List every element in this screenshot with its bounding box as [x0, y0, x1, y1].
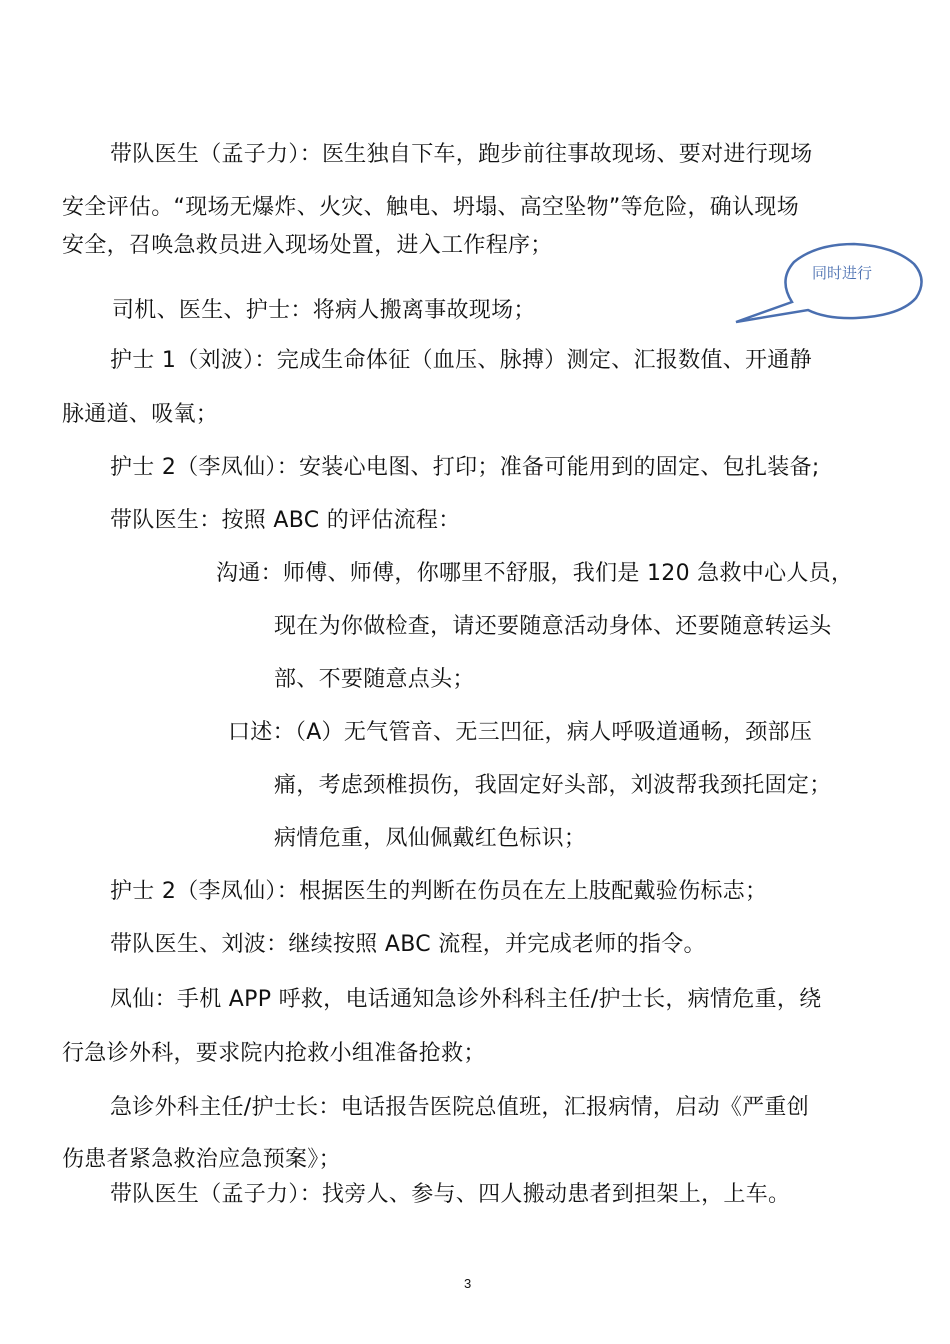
callout-text: 同时进行 — [812, 264, 873, 282]
paragraph-line: 行急诊外科，要求院内抢救小组准备抢救； — [62, 1041, 486, 1066]
paragraph-line: 安全评估。“现场无爆炸、火灾、触电、坍塌、高空坠物”等危险，确认现场 — [62, 195, 799, 220]
paragraph-line: 带队医生（孟子力）：医生独自下车，跑步前往事故现场、要对进行现场 — [110, 142, 813, 167]
paragraph-line: 安全，召唤急救员进入现场处置，进入工作程序； — [62, 233, 553, 258]
paragraph-line: 带队医生：按照 ABC 的评估流程： — [110, 508, 461, 533]
paragraph-line: 口述：（A）无气管音、无三凹征，病人呼吸道通畅，颈部压 — [228, 720, 813, 745]
callout-bubble-shape — [736, 244, 922, 322]
paragraph-line: 痛，考虑颈椎损伤，我固定好头部，刘波帮我颈托固定； — [274, 773, 832, 798]
paragraph-line: 凤仙：手机 APP 呼救，电话通知急诊外科科主任/护士长，病情危重，绕 — [110, 987, 822, 1012]
paragraph-line: 急诊外科主任/护士长：电话报告医院总值班，汇报病情，启动《严重创 — [110, 1095, 810, 1120]
speech-bubble-callout — [730, 240, 930, 330]
paragraph-line: 带队医生（孟子力）：找旁人、参与、四人搬动患者到担架上，上车。 — [110, 1182, 791, 1207]
paragraph-line: 护士 2（李凤仙）：安装心电图、打印；准备可能用到的固定、包扎装备; — [110, 455, 820, 480]
paragraph-line: 沟通：师傅、师傅，你哪里不舒服，我们是 120 急救中心人员， — [216, 561, 854, 586]
paragraph-line: 伤患者紧急救治应急预案》； — [62, 1147, 341, 1172]
paragraph-line: 病情危重，凤仙佩戴红色标识； — [274, 826, 587, 851]
page-number: 3 — [464, 1276, 472, 1291]
paragraph-line-clipped — [112, 292, 536, 323]
paragraph-line: 现在为你做检查，请还要随意活动身体、还要随意转运头 — [274, 614, 832, 639]
paragraph-line: 带队医生、刘波：继续按照 ABC 流程，并完成老师的指令。 — [110, 932, 706, 957]
paragraph-line: 护士 1（刘波）：完成生命体征（血压、脉搏）测定、汇报数值、开通静 — [110, 348, 812, 373]
paragraph-line: 司机、医生、护士：将病人搬离事故现场； — [112, 298, 536, 323]
paragraph-line-clipped — [62, 226, 553, 258]
paragraph-line: 脉通道、吸氧； — [62, 402, 219, 427]
paragraph-line: 部、不要随意点头； — [274, 667, 475, 692]
paragraph-line: 护士 2（李凤仙）：根据医生的判断在伤员在左上肢配戴验伤标志； — [110, 879, 768, 904]
